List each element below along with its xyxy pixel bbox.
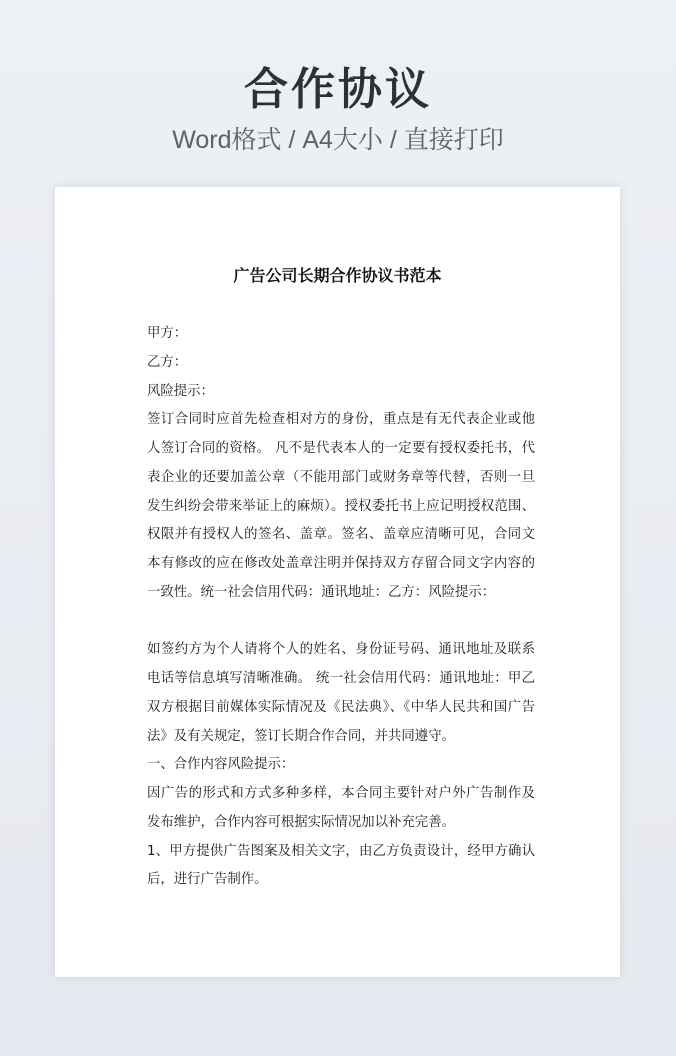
document-body xyxy=(147,320,535,895)
section-1-paragraph: 因广告的形式和方式多种多样，本合同主要针对户外广告制作及发布维护，合作内容可根据实际情况加以补充完善。 xyxy=(147,786,535,830)
paragraph-identity-check: 签订合同时应首先检查相对方的身份，重点是有无代表企业或他人签订合同的资格。 凡不是代表本人的一定要有授权委托书，代表企业的还要加盖公章（不能用部门或财务章等代替，否则一旦发生纠纷会带来举证上的麻烦）。授权委托书上应记明授权范围、权限并有授权人的签名、盖章。签名、盖章应清晰可见，合同文本有修改的应在修改处盖章注明并保持双方存留合同文字内容的一致性。统一社会信用代码：通讯地址：乙方：风险提示： xyxy=(147,412,535,600)
banner-title: 合作协议 xyxy=(244,64,432,115)
party-a-line: 甲方： xyxy=(147,326,188,341)
document-page xyxy=(55,187,620,977)
section-1-item-1: 1、甲方提供广告图案及相关文字，由乙方负责设计，经甲方确认后，进行广告制作。 xyxy=(147,843,535,888)
paragraph-individual-signer: 如签约方为个人请将个人的姓名、身份证号码、通讯地址及联系电话等信息填写清晰准确。 统一社会信用代码：通讯地址：甲乙双方根据目前媒体实际情况及《民法典》、《中华人民共和国广告法》及有关规定，签订长期合作合同，并共同遵守。 xyxy=(147,642,535,744)
risk-heading: 风险提示： xyxy=(147,383,214,399)
banner-subtitle: Word格式 / A4大小 / 直接打印 xyxy=(172,126,504,154)
document-title: 广告公司长期合作协议书范本 xyxy=(233,266,442,285)
banner xyxy=(0,62,676,156)
party-b-line: 乙方： xyxy=(147,354,188,370)
section-1-heading: 一、合作内容风险提示： xyxy=(147,757,295,773)
